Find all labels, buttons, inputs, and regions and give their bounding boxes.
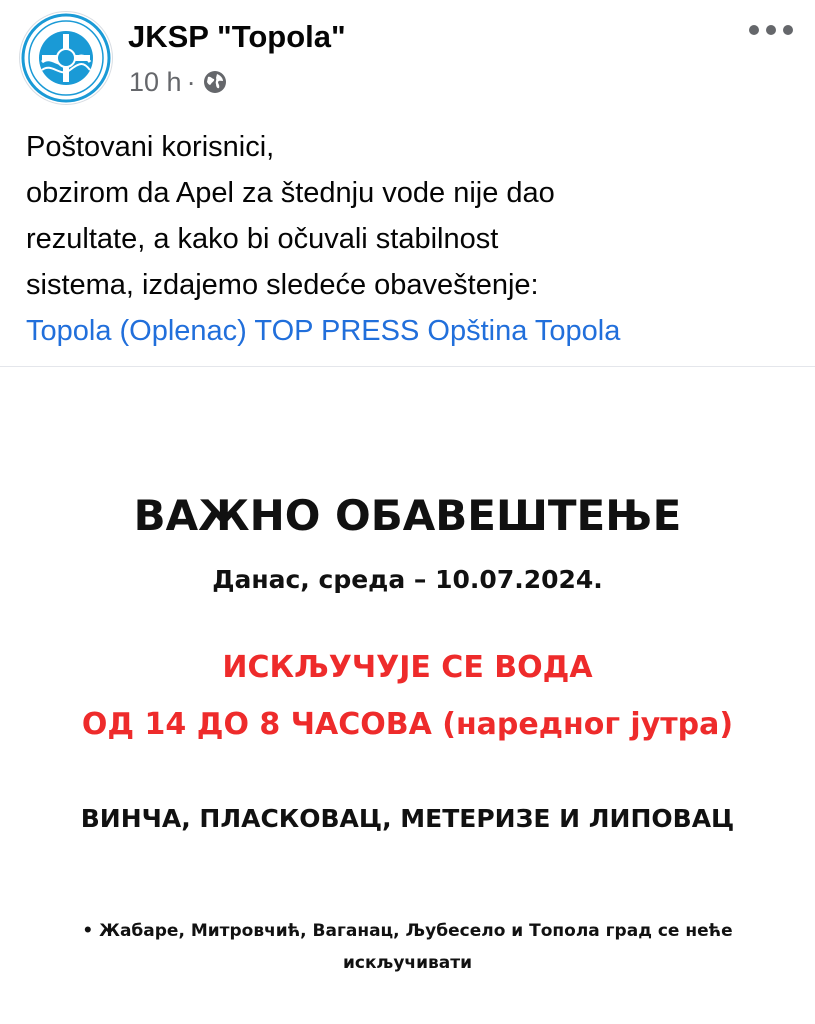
post-text	[26, 124, 796, 354]
post-meta	[129, 66, 228, 98]
post-timestamp[interactable]: 10 h	[129, 66, 182, 97]
more-options-button[interactable]	[749, 18, 793, 42]
meta-separator: ·	[186, 66, 196, 97]
notice-villages: ВИНЧА, ПЛАСКОВАЦ, МЕТЕРИЗЕ И ЛИПОВАЦ	[80, 804, 735, 833]
globe-icon[interactable]	[202, 69, 228, 95]
notice-image[interactable]	[0, 367, 815, 1024]
post-text-line: sistema, izdajemo sledeće obaveštenje:	[26, 269, 539, 301]
jksp-logo-icon	[20, 12, 112, 104]
notice-footnote-line: искључивати	[342, 953, 473, 973]
tag-link-topola-oplenac[interactable]: Topola (Oplenac)	[26, 315, 247, 347]
more-horizontal-icon	[749, 25, 759, 35]
notice-footnote-line: • Жабаре, Митровчић, Ваганац, Љубесело и Топола град се неће	[82, 921, 733, 941]
post-text-line: rezultate, a kako bi očuvali stabilnost	[26, 223, 499, 255]
post-header	[0, 0, 815, 110]
page-avatar[interactable]	[20, 12, 112, 104]
tag-link-top-press[interactable]: TOP PRESS	[254, 315, 420, 347]
tagged-pages	[26, 308, 796, 354]
post-text-line: obzirom da Apel za štednju vode nije dao	[26, 177, 555, 209]
tag-link-opstina-topola[interactable]: Opština Topola	[427, 315, 621, 347]
notice-water-off: ИСКЉУЧУЈЕ СЕ ВОДА	[222, 650, 593, 685]
notice-title: ВАЖНО ОБАВЕШТЕЊЕ	[133, 491, 682, 540]
notice-time-range: ОД 14 ДО 8 ЧАСОВА (наредног јутра)	[81, 707, 734, 742]
notice-footnote	[20, 915, 795, 979]
post-text-line: Poštovani korisnici,	[26, 131, 275, 163]
page-name-link[interactable]: JKSP "Topola"	[128, 19, 346, 54]
notice-date: Данас, среда – 10.07.2024.	[212, 565, 603, 594]
